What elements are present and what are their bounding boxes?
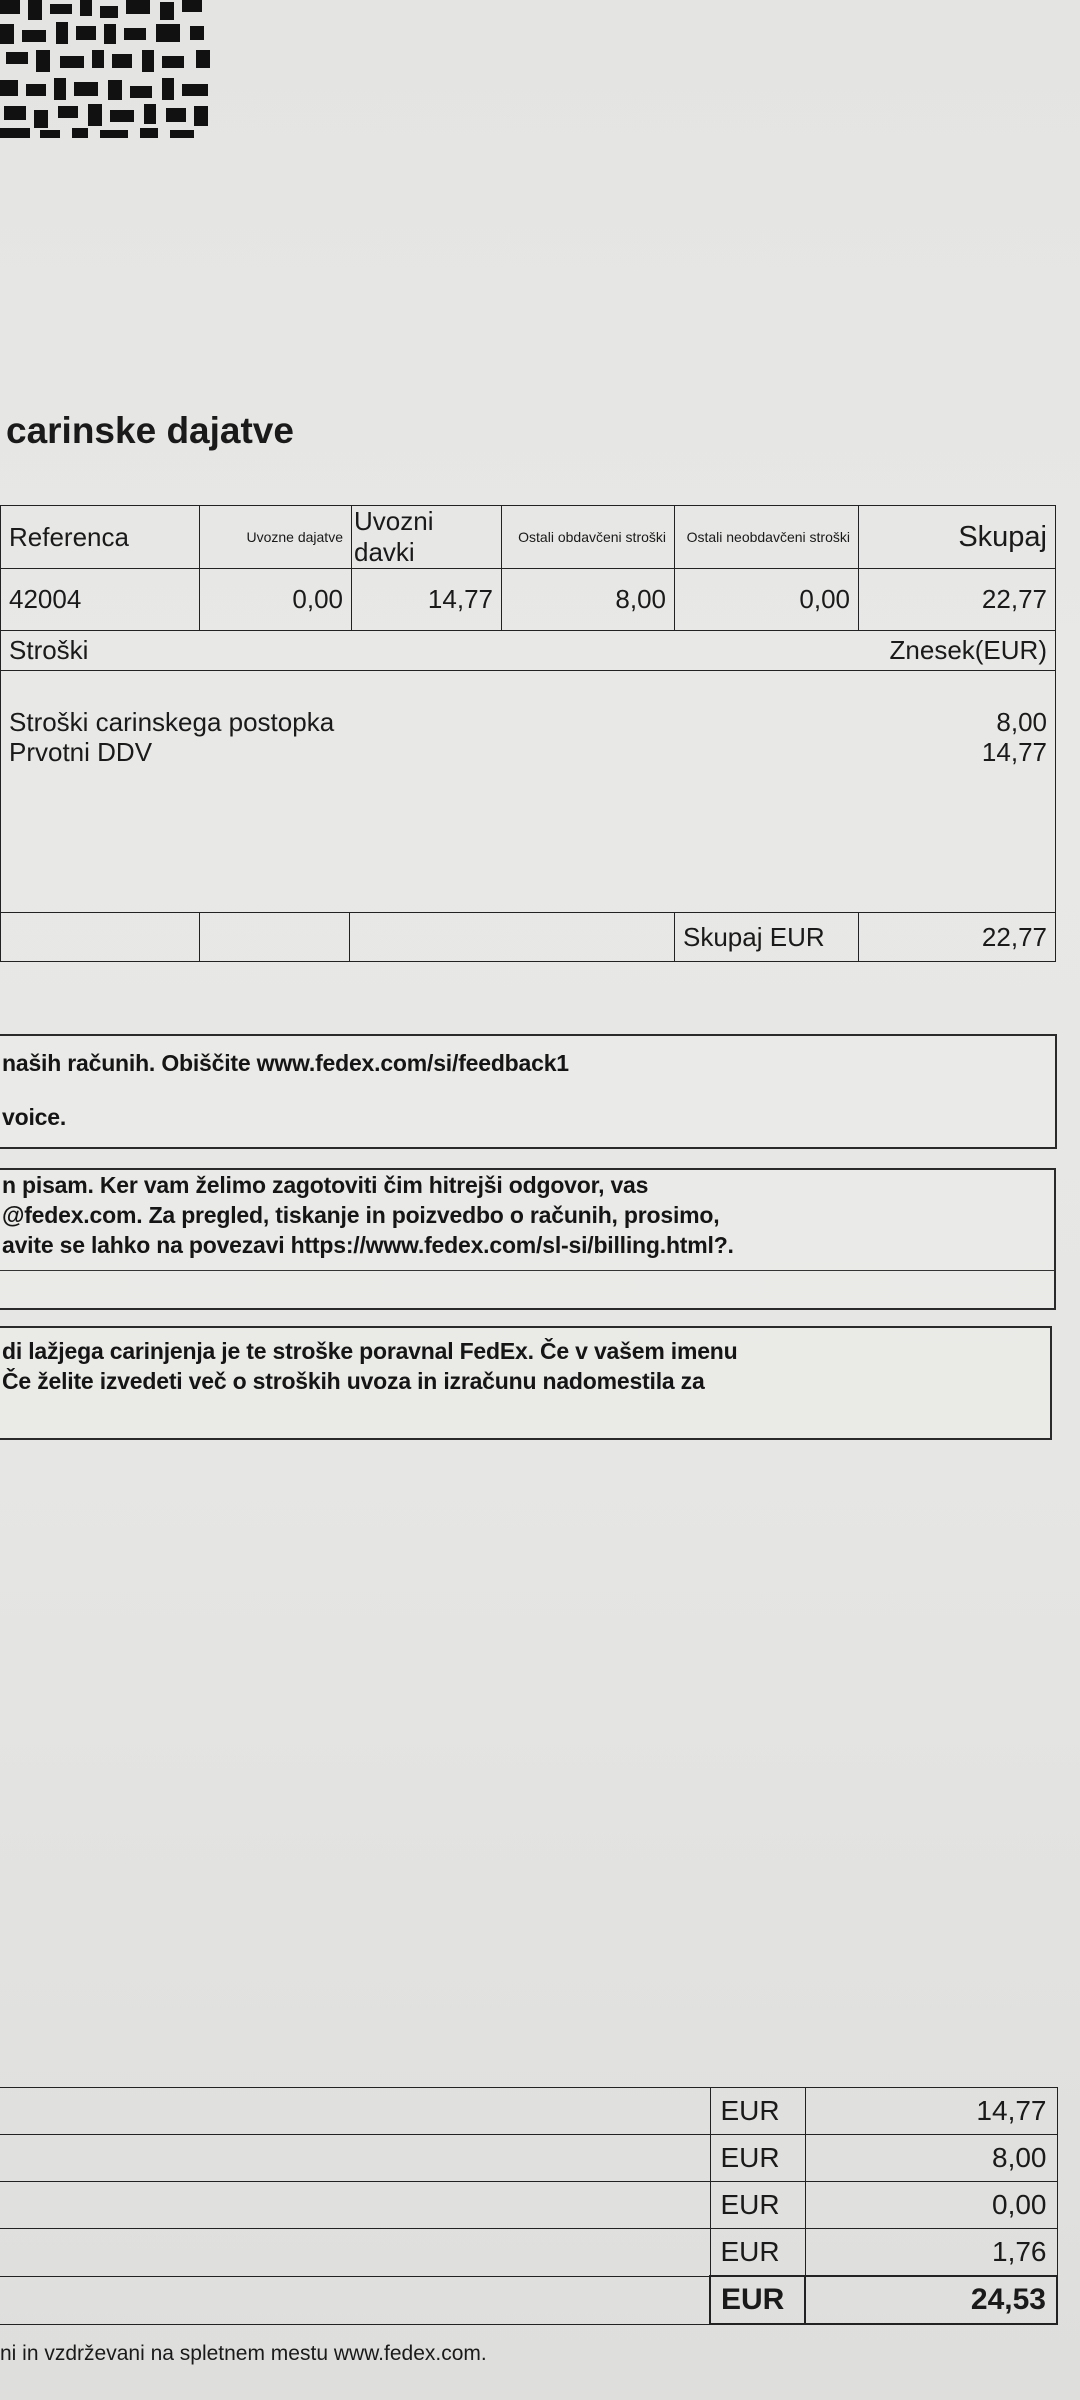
notice-line: @fedex.com. Za pregled, tiskanje in poizvedbo o računih, prosimo, <box>2 1202 720 1228</box>
summary-row <box>0 2182 1057 2229</box>
header-ostali-neobdavceni: Ostali neobdavčeni stroški <box>675 506 859 569</box>
summary-currency: EUR <box>710 2088 805 2135</box>
costs-total-row <box>1 913 1056 962</box>
summary-currency: EUR <box>710 2135 805 2182</box>
summary-total-amount: 24,53 <box>805 2276 1057 2324</box>
duty-table-header-row <box>1 506 1056 569</box>
notice-line: voice. <box>2 1104 67 1130</box>
notice-box-feedback <box>0 1034 1057 1149</box>
header-referenca: Referenca <box>1 506 200 569</box>
summary-row <box>0 2229 1057 2277</box>
notice-line: naših računih. Obiščite www.fedex.com/si/feedback1 <box>2 1050 569 1076</box>
notice-line: di lažjega carinjenja je te stroške poravnal FedEx. Če v vašem imenu <box>2 1338 738 1364</box>
summary-amount: 0,00 <box>805 2182 1057 2229</box>
cost-item-amount: 14,77 <box>981 737 1047 767</box>
summary-currency: EUR <box>710 2182 805 2229</box>
costs-items-row <box>1 671 1056 913</box>
costs-header-label: Stroški <box>1 631 502 671</box>
notice-box-customs <box>0 1326 1052 1440</box>
duty-table-value-row <box>1 569 1056 631</box>
costs-total-label: Skupaj EUR <box>675 913 859 962</box>
value-ostali-neobdavceni: 0,00 <box>675 569 859 631</box>
footer-text: ni in vzdrževani na spletnem mestu www.fedex.com. <box>0 2342 487 2365</box>
cost-item-label: Stroški carinskega postopka <box>9 707 335 737</box>
value-uvozne-dajatve: 0,00 <box>200 569 352 631</box>
value-uvozni-davki: 14,77 <box>352 569 502 631</box>
notice-line: Če želite izvedeti več o stroških uvoza in izračunu nadomestila za <box>2 1368 705 1394</box>
summary-amount: 8,00 <box>805 2135 1057 2182</box>
summary-amount: 14,77 <box>805 2088 1057 2135</box>
costs-header-row <box>1 631 1056 671</box>
costs-header-amount: Znesek(EUR) <box>502 631 1056 671</box>
notice-box-contact <box>0 1168 1056 1310</box>
header-skupaj: Skupaj <box>859 506 1056 569</box>
cost-item-label: Prvotni DDV <box>9 737 153 767</box>
notice-line: avite se lahko na povezavi https://www.fedex.com/sl-si/billing.html?. <box>2 1232 734 1258</box>
summary-row <box>0 2135 1057 2182</box>
notice-line: n pisam. Ker vam želimo zagotoviti čim hitrejši odgovor, vas <box>2 1172 649 1198</box>
summary-row <box>0 2088 1057 2135</box>
value-referenca: 42004 <box>1 569 200 631</box>
value-ostali-obdavceni: 8,00 <box>502 569 675 631</box>
summary-amount: 1,76 <box>805 2229 1057 2277</box>
costs-total-amount: 22,77 <box>859 913 1056 962</box>
duty-table <box>0 505 1056 962</box>
value-skupaj: 22,77 <box>859 569 1056 631</box>
summary-total-currency: EUR <box>710 2276 805 2324</box>
section-heading: carinske dajatve <box>6 410 294 451</box>
qr-code-image <box>0 0 225 140</box>
summary-table <box>0 2087 1058 2325</box>
summary-total-row <box>0 2276 1057 2324</box>
header-uvozne-dajatve: Uvozne dajatve <box>200 506 352 569</box>
header-ostali-obdavceni: Ostali obdavčeni stroški <box>502 506 675 569</box>
header-uvozni-davki: Uvozni davki <box>352 506 502 569</box>
cost-item-amount: 8,00 <box>996 707 1047 737</box>
summary-currency: EUR <box>710 2229 805 2277</box>
